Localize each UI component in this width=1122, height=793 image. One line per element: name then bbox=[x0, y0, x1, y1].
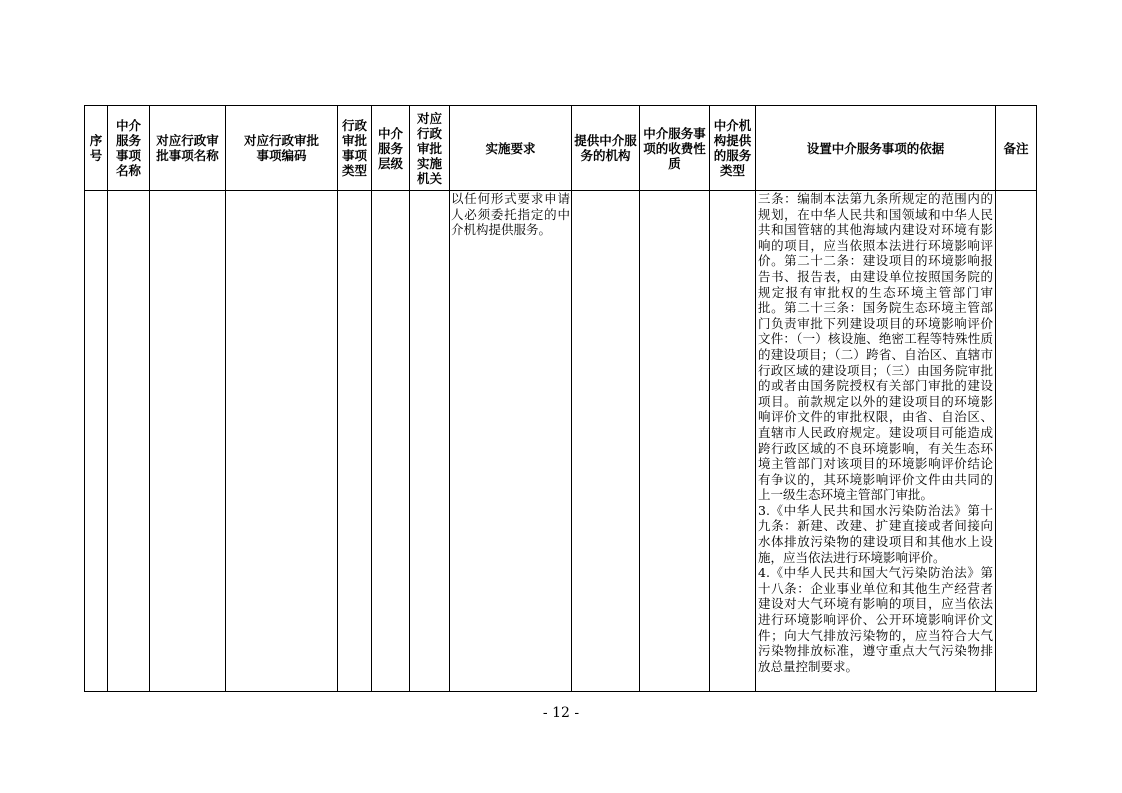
intermediary-service-table bbox=[84, 105, 1037, 692]
page-number: - 12 - bbox=[542, 705, 580, 721]
header-approval-name: 对应行政审 批事项名称 bbox=[150, 106, 226, 191]
header-institution: 提供中介服 务的机构 bbox=[572, 106, 640, 191]
header-seq: 序 号 bbox=[85, 106, 108, 191]
basis-paragraph-1: 三条：编制本法第九条所规定的范围内的规划，在中华人民共和国领域和中华人民共和国管辖的其他海域内建设对环境有影响的项目，应当依照本法进行环境影响评价。第二十二条：建设项目的环境影响报告书、报告表，由建设单位按照国务院的规定报有审批权的生态环境主管部门审批。第二十三条：国务院生态环境主管部门负责审批下列建设项目的环境影响评价文件：（一）核设施、绝密工程等特殊性质的建设项目；（二）跨省、自治区、直辖市行政区域的建设项目；（三）由国务院审批的或者由国务院授权有关部门审批的建设项目。前款规定以外的建设项目的环境影响评价文件的审批权限，由省、自治区、直辖市人民政府规定。建设项目可能造成跨行政区域的不良环境影响，有关生态环境主管部门对该项目的环境影响评价结论有争议的，其环境影响评价文件由共同的上一级生态环境主管部门审批。 bbox=[758, 191, 993, 503]
table-row bbox=[85, 191, 1037, 692]
basis-paragraph-3: 4.《中华人民共和国大气污染防治法》第十八条：企业事业单位和其他生产经营者建设对大气环境有影响的项目，应当依法进行环境影响评价、公开环境影响评价文件；向大气排放污染物的，应当符合大气污染物排放标准，遵守重点大气污染物排放总量控制要求。 bbox=[758, 565, 993, 674]
header-fee-nature: 中介服务事 项的收费性 质 bbox=[640, 106, 710, 191]
cell-approval-code bbox=[226, 191, 338, 692]
header-basis: 设置中介服务事项的依据 bbox=[756, 106, 996, 191]
cell-requirement: 以任何形式要求申请人必须委托指定的中介机构提供服务。 bbox=[450, 191, 572, 692]
cell-authority bbox=[410, 191, 450, 692]
basis-paragraph-2: 3.《中华人民共和国水污染防治法》第十九条：新建、改建、扩建直接或者间接向水体排放污染物的建设项目和其他水上设施，应当依法进行环境影响评价。 bbox=[758, 502, 993, 565]
cell-approval-type bbox=[338, 191, 372, 692]
header-requirement: 实施要求 bbox=[450, 106, 572, 191]
cell-seq bbox=[85, 191, 108, 692]
cell-approval-name bbox=[150, 191, 226, 692]
header-service-type: 中介机 构提供 的服务 类型 bbox=[710, 106, 756, 191]
header-service-level: 中介 服务 层级 bbox=[372, 106, 410, 191]
header-approval-code: 对应行政审批 事项编码 bbox=[226, 106, 338, 191]
header-remark: 备注 bbox=[996, 106, 1037, 191]
cell-service-name bbox=[108, 191, 150, 692]
cell-service-level bbox=[372, 191, 410, 692]
cell-institution bbox=[572, 191, 640, 692]
cell-fee-nature bbox=[640, 191, 710, 692]
cell-basis bbox=[756, 191, 996, 692]
header-authority: 对应 行政 审批 实施 机关 bbox=[410, 106, 450, 191]
header-approval-type: 行政 审批 事项 类型 bbox=[338, 106, 372, 191]
header-row bbox=[85, 106, 1037, 191]
cell-remark bbox=[996, 191, 1037, 692]
cell-service-type bbox=[710, 191, 756, 692]
header-service-name: 中介 服务 事项 名称 bbox=[108, 106, 150, 191]
